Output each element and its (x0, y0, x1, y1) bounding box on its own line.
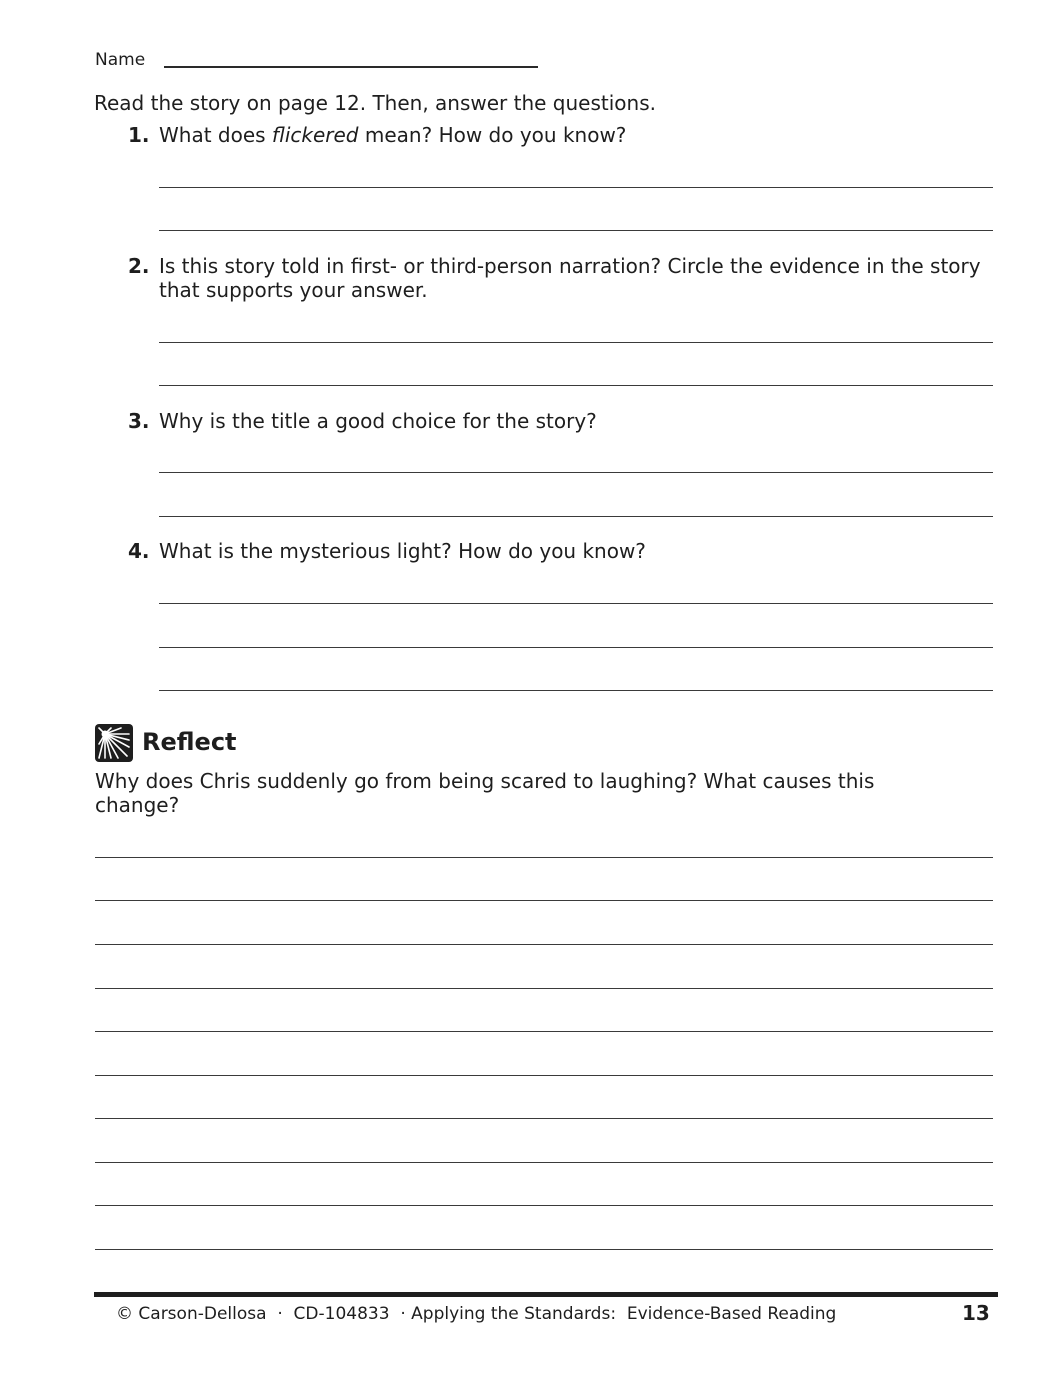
answer-line[interactable] (159, 187, 993, 188)
starburst-icon (95, 724, 133, 762)
question-2-number: 2. (128, 254, 150, 278)
question-3-number: 3. (128, 409, 150, 433)
answer-line[interactable] (159, 690, 993, 691)
question-3-text: Why is the title a good choice for the story? (159, 409, 597, 433)
answer-line[interactable] (95, 944, 993, 945)
answer-line[interactable] (95, 1249, 993, 1250)
reflect-title: Reflect (142, 728, 237, 756)
answer-line[interactable] (159, 342, 993, 343)
answer-line[interactable] (159, 230, 993, 231)
name-field[interactable] (164, 66, 538, 68)
name-label: Name (95, 50, 146, 70)
answer-line[interactable] (95, 900, 993, 901)
answer-line[interactable] (95, 1118, 993, 1119)
answer-line[interactable] (95, 1162, 993, 1163)
question-1-number: 1. (128, 123, 150, 147)
answer-line[interactable] (159, 647, 993, 648)
answer-line[interactable] (159, 385, 993, 386)
answer-line[interactable] (159, 516, 993, 517)
answer-line[interactable] (95, 1075, 993, 1076)
question-1-emphasis: flickered (271, 123, 359, 147)
answer-line[interactable] (159, 472, 993, 473)
answer-line[interactable] (95, 1205, 993, 1206)
answer-line[interactable] (95, 857, 993, 858)
answer-line[interactable] (159, 603, 993, 604)
answer-line[interactable] (95, 1031, 993, 1032)
footer-text: © Carson-Dellosa · CD-104833 · Applying the Standards: Evidence-Based Reading (116, 1304, 837, 1324)
footer-rule (94, 1292, 998, 1297)
reflect-question: Why does Chris suddenly go from being scared to laughing? What causes this change? (95, 769, 875, 817)
question-4-text: What is the mysterious light? How do you know? (159, 539, 646, 563)
question-2-text: Is this story told in first- or third-person narration? Circle the evidence in the story that supports your answer. (159, 254, 981, 302)
page-number: 13 (962, 1301, 990, 1325)
question-1-text: What does flickered mean? How do you know? (159, 123, 627, 147)
instructions: Read the story on page 12. Then, answer the questions. (94, 91, 656, 115)
answer-line[interactable] (95, 988, 993, 989)
question-4-number: 4. (128, 539, 150, 563)
